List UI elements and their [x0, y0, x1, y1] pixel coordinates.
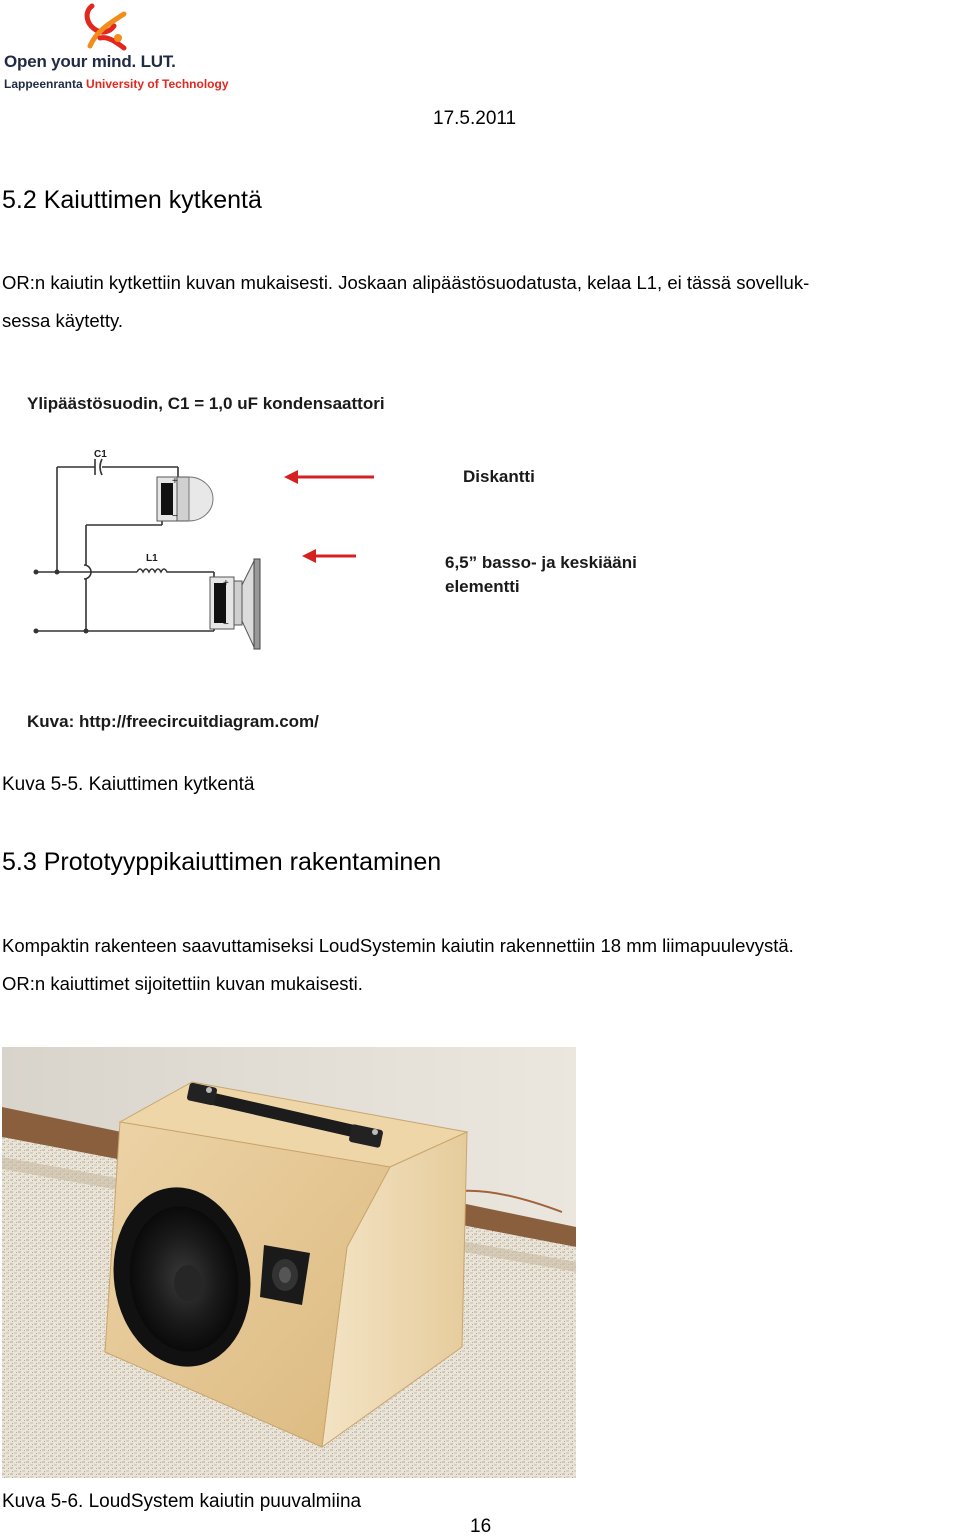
tweeter-label: Diskantti — [463, 467, 535, 486]
paragraph-5-3-line-2: OR:n kaiuttimet sijoitettiin kuvan mukaisesti. — [2, 973, 363, 994]
woofer-speaker-icon — [210, 559, 260, 649]
tweeter-minus-label: − — [172, 511, 178, 522]
woofer-plus-label: + — [223, 578, 229, 589]
diagram-source: Kuva: http://freecircuitdiagram.com/ — [27, 712, 319, 731]
page-number: 16 — [470, 1516, 492, 1537]
junction-dot — [55, 570, 60, 575]
speaker-circuit-diagram — [22, 385, 742, 745]
paragraph-5-2-line-1: OR:n kaiutin kytkettiin kuvan mukaisesti. Joskaan alipäästösuodatusta, kelaa L1, ei tässä sovelluk- — [2, 272, 810, 293]
junction-dot — [84, 629, 89, 634]
speaker-cabinet-photo — [2, 1047, 576, 1478]
figure-caption-5-6: Kuva 5-6. LoudSystem kaiutin puuvalmiina — [2, 1491, 362, 1512]
terminal-dot — [34, 570, 39, 575]
tweeter-speaker-icon — [157, 477, 213, 521]
paragraph-5-3-line-1: Kompaktin rakenteen saavuttamiseksi LoudSystemin kaiutin rakennettiin 18 mm liimapuulevystä. — [2, 935, 794, 956]
inductor-l1-icon — [137, 569, 172, 572]
inductor-label: L1 — [146, 553, 158, 564]
tweeter-plus-label: + — [172, 476, 178, 487]
document-date: 17.5.2011 — [433, 108, 517, 129]
capacitor-label: C1 — [94, 449, 107, 460]
capacitor-c1-icon — [95, 459, 102, 475]
woofer-label-line-2: elementti — [445, 577, 520, 596]
tweeter-arrow-icon — [284, 470, 374, 484]
logo-tagline: Open your mind. LUT. — [4, 52, 176, 71]
logo-university-name: Lappeenranta University of Technology — [4, 77, 229, 91]
tweeter-driver — [260, 1245, 310, 1305]
section-heading-5-2: 5.2 Kaiuttimen kytkentä — [2, 186, 262, 214]
figure-caption-5-5: Kuva 5-5. Kaiuttimen kytkentä — [2, 774, 255, 795]
university-logo — [4, 2, 229, 94]
lut-logo-mark-icon — [82, 2, 130, 52]
woofer-label-line-1: 6,5” basso- ja keskiääni — [445, 553, 637, 572]
diagram-title: Ylipäästösuodin, C1 = 1,0 uF kondensaattori — [27, 394, 385, 413]
paragraph-5-2-line-2: sessa käytetty. — [2, 310, 123, 331]
section-heading-5-3: 5.3 Prototyyppikaiuttimen rakentaminen — [2, 848, 442, 876]
woofer-minus-label: − — [223, 619, 229, 630]
woofer-arrow-icon — [302, 549, 356, 563]
terminal-dot — [34, 629, 39, 634]
